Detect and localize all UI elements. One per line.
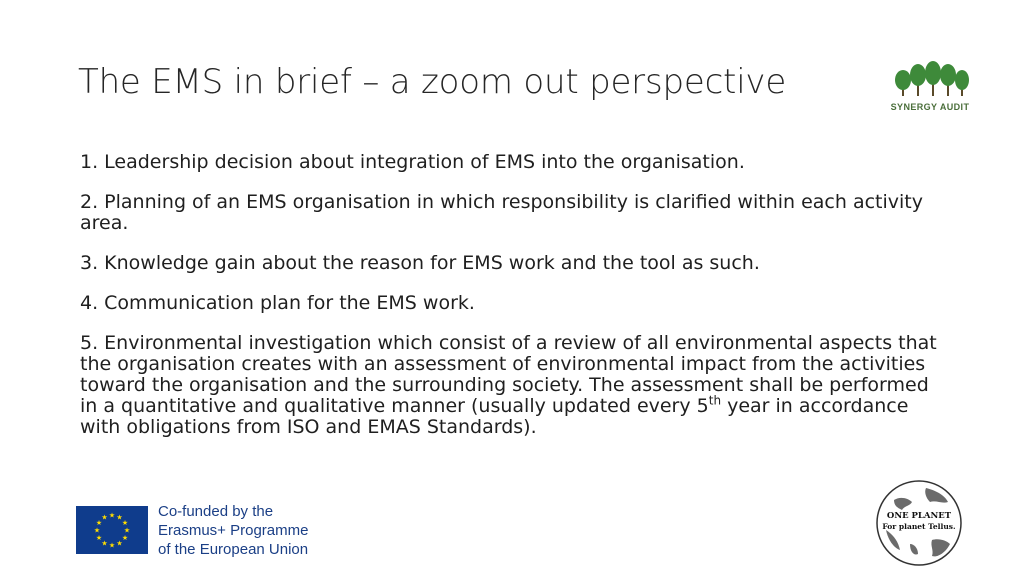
list-item-3: 3. Knowledge gain about the reason for EMS work and the tool as such. (80, 252, 760, 274)
synergy-audit-caption: SYNERGY AUDIT (890, 102, 970, 112)
eu-funding-line-3: of the European Union (158, 541, 309, 558)
list-item-5-text-before: 5. Environmental investigation which consist of a review of all environmental aspects that the organisation creates with an assessment of environmental impact from the activities toward the organisation and the surrounding society. The assessment shall be performed in a quantitative and qualitative manner (usually updated every 5 (80, 332, 937, 417)
eu-funding-text (158, 502, 328, 559)
eu-funding-line-2: Erasmus+ Programme (158, 522, 309, 539)
list-item-1: 1. Leadership decision about integration of EMS into the organisation. (80, 151, 745, 173)
list-item-4: 4. Communication plan for the EMS work. (80, 292, 475, 314)
trees-icon (884, 60, 976, 102)
globe-line-1: ONE PLANET (886, 511, 952, 521)
list-item-5-superscript: th (708, 393, 722, 408)
eu-funding-line-1: Co-funded by the (158, 503, 274, 520)
eu-flag-icon (76, 506, 148, 554)
eu-star: ★ (123, 527, 131, 535)
eu-star: ★ (108, 542, 116, 550)
list-item-2: 2. Planning of an EMS organisation in which responsibility is clarified within each activity area. (80, 191, 923, 234)
eu-star: ★ (108, 512, 116, 520)
eu-star: ★ (95, 535, 103, 542)
eu-star: ★ (93, 527, 101, 535)
slide-body (80, 152, 940, 457)
list-item-5 (80, 333, 940, 438)
eu-star: ★ (116, 514, 123, 522)
list-item-5-text-after: year in accordance with obligations from ISO and EMAS Standards). (80, 395, 909, 438)
synergy-audit-logo (884, 60, 976, 116)
globe-line-2: For planet Tellus. (882, 522, 956, 531)
eu-star: ★ (95, 520, 103, 527)
one-planet-globe-logo (874, 478, 964, 568)
eu-star: ★ (101, 514, 108, 522)
eu-star: ★ (121, 535, 129, 542)
slide-title: The EMS in brief – a zoom out perspective (78, 62, 787, 102)
eu-star: ★ (116, 540, 123, 548)
eu-star: ★ (101, 540, 108, 548)
eu-star: ★ (121, 520, 129, 527)
